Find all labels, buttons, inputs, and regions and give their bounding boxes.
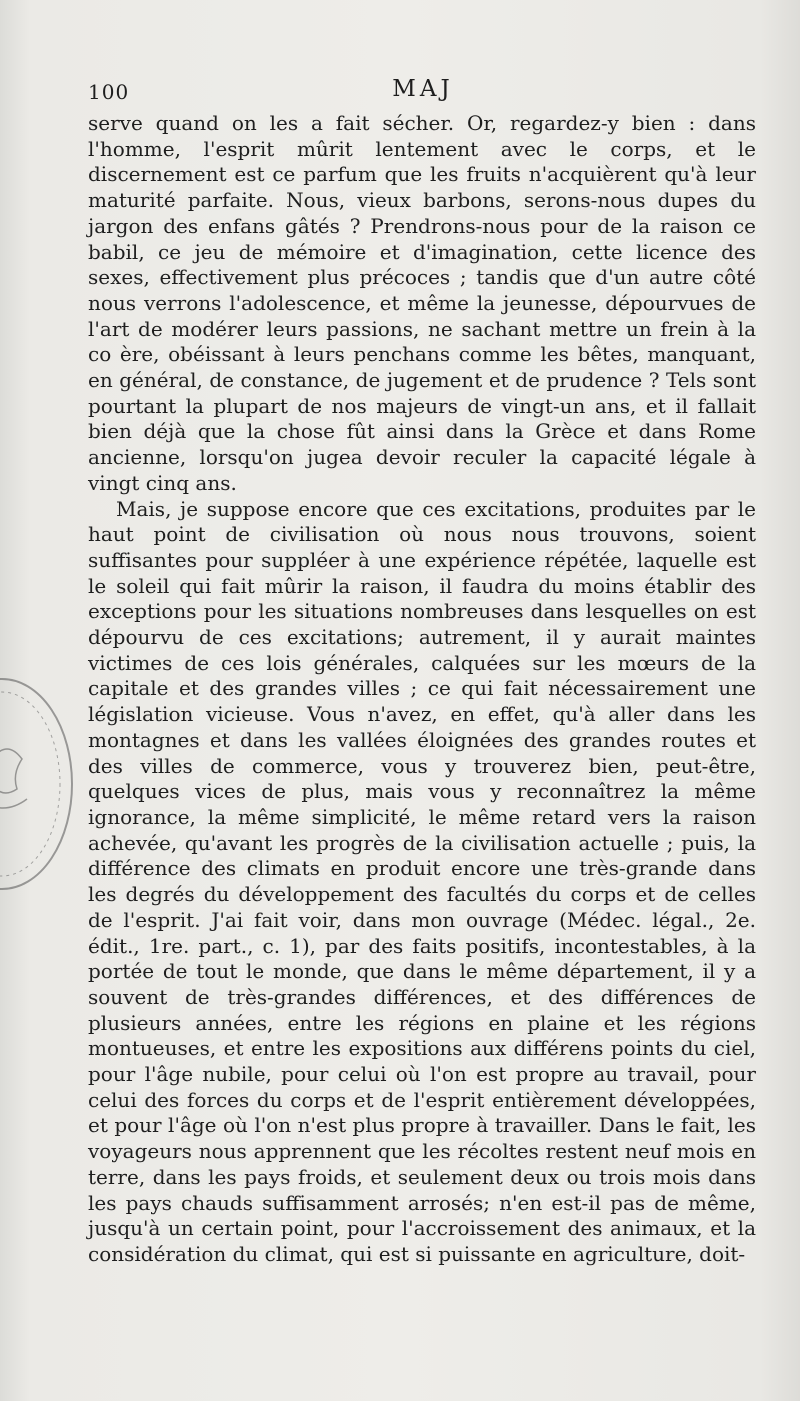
page-number: 100 (88, 80, 130, 104)
body-text (88, 111, 756, 1268)
paragraph-2: Mais, je suppose encore que ces excitations, produites par le haut point de civilisation où nous nous trouvons, soient suffisantes pour suppléer à une expérience répétée, laquelle est le soleil qui fait mûrir la raison, il faudra du moins établir des exceptions pour les situations nombreuses dans lesquelles on est dépourvu de ces excitations; autrement, il y aurait maintes victimes de ces lois générales, calquées sur les mœurs de la capitale et des grandes villes ; ce qui fait nécessairement une législation vicieuse. Vous n'avez, en effet, qu'à aller dans les montagnes et dans les vallées éloignées des grandes routes et des villes de commerce, vous y trouverez bien, peut-être, quelques vices de plus, mais vous y reconnaîtrez la même ignorance, la même simplicité, le même retard vers la raison achevée, qu'avant les progrès de la civilisation actuelle ; puis, la différence des climats en produit encore une très-grande dans les degrés du développement des facultés du corps et de celles de l'esprit. J'ai fait voir, dans mon ouvrage (Médec. légal., 2e. édit., 1re. part., c. 1), par des faits positifs, incontestables, à la portée de tout le monde, que dans le même département, il y a souvent de très-grandes différences, et des différences de plusieurs années, entre les régions en plaine et les régions montueuses, et entre les expositions aux différens points du ciel, pour l'âge nubile, pour celui où l'on est propre au travail, pour celui des forces du corps et de l'esprit entièrement développées, et pour l'âge où l'on n'est plus propre à travailler. Dans le fait, les voyageurs nous apprennent que les récoltes restent neuf mois en terre, dans les pays froids, et seulement deux ou trois mois dans les pays chauds suffisamment arrosés; n'en est-il pas de même, jusqu'à un certain point, pour l'accroissement des animaux, et la considération du climat, qui est si puissante en agriculture, doit- (88, 496, 756, 1266)
running-head: MAJ (392, 76, 454, 102)
library-stamp-icon (0, 664, 82, 904)
page-header (88, 76, 758, 106)
paragraph-1: serve quand on les a fait sécher. Or, regardez-y bien : dans l'homme, l'esprit mûrit lentement avec le corps, et le discernement est ce parfum que les fruits n'acquièrent qu'à leur maturité parfaite. Nous, vieux barbons, serons-nous dupes du jargon des enfans gâtés ? Prendrons-nous pour de la raison ce babil, ce jeu de mémoire et d'imagination, cette licence des sexes, effectivement plus précoces ; tandis que d'un autre côté nous verrons l'adolescence, et même la jeunesse, dépourvues de l'art de modérer leurs passions, ne sachant mettre un frein à la co ère, obéissant à leurs penchans comme les bêtes, manquant, en général, de constance, de jugement et de prudence ? Tels sont pourtant la plupart de nos majeurs de vingt-un ans, et il fallait bien déjà que la chose fût ainsi dans la Grèce et dans Rome ancienne, lorsqu'on jugea devoir reculer la capacité légale à vingt cinq ans. (88, 111, 756, 495)
